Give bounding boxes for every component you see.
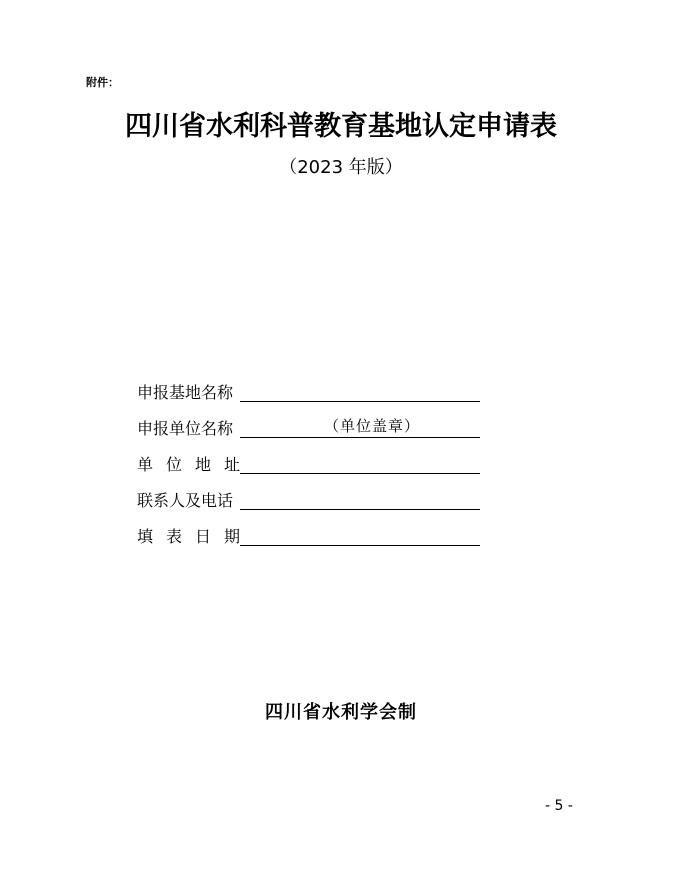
- fill-date-label: 填表日期: [137, 527, 254, 546]
- form-row-fill-date: [137, 512, 497, 548]
- contact-field[interactable]: [240, 489, 480, 510]
- form-row-unit-address: [137, 440, 497, 476]
- fill-date-field[interactable]: [240, 525, 480, 546]
- edition-label: （2023 年版）: [279, 157, 403, 178]
- unit-stamp-note: （单位盖章）: [324, 417, 421, 435]
- base-name-label: 申报基地名称: [137, 383, 234, 402]
- unit-address-label: 单位地址: [137, 455, 254, 474]
- page-number: - 5 -: [545, 798, 573, 814]
- contact-label: 联系人及电话: [137, 491, 234, 510]
- application-form: [137, 368, 497, 548]
- form-row-contact: [137, 476, 497, 512]
- unit-name-field[interactable]: [240, 417, 480, 438]
- issuer-label: 四川省水利学会制: [265, 702, 417, 723]
- base-name-field[interactable]: [240, 381, 480, 402]
- document-title: 四川省水利科普教育基地认定申请表: [125, 111, 557, 142]
- attachment-label: 附件：: [86, 76, 119, 89]
- unit-address-field[interactable]: [240, 453, 480, 474]
- form-row-unit-name: [137, 404, 497, 440]
- unit-name-label: 申报单位名称: [137, 419, 234, 438]
- form-row-base-name: [137, 368, 497, 404]
